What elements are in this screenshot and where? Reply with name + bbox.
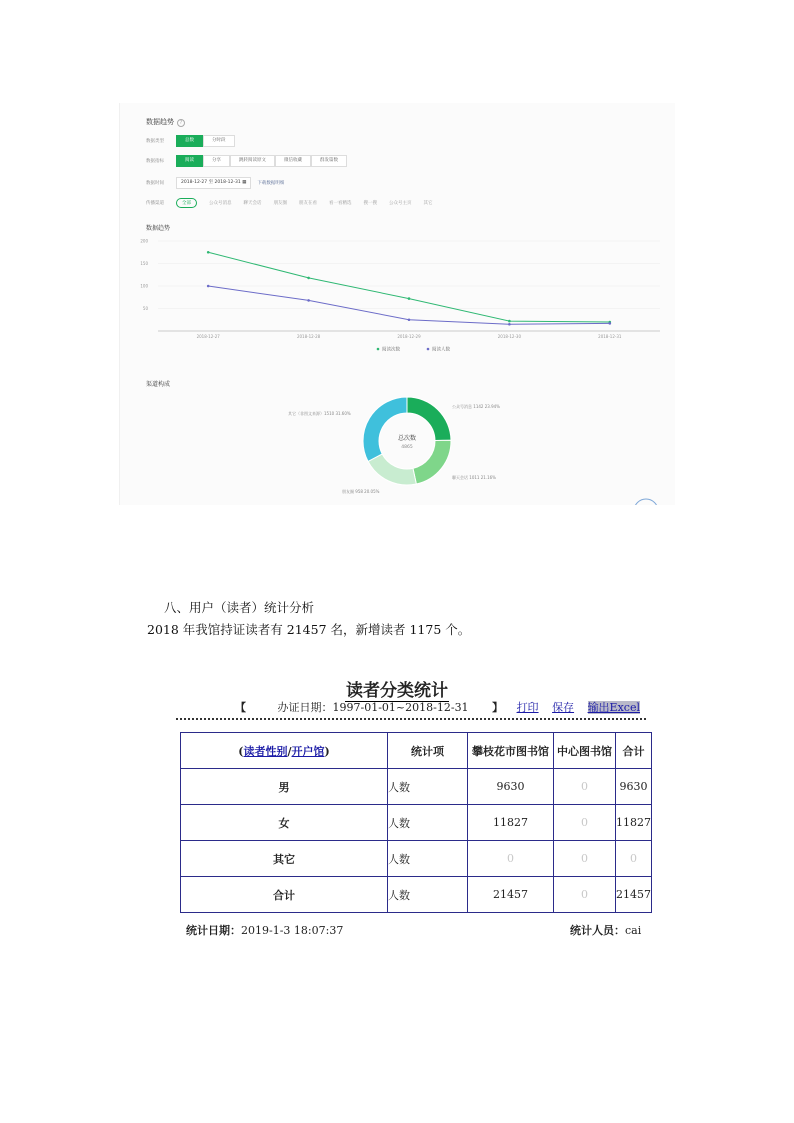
legend-label: 阅读次数: [382, 347, 400, 353]
stat-person-label: 统计人员：: [570, 924, 625, 937]
row-name: 女: [181, 805, 388, 841]
metric-label: 数据指标: [146, 159, 164, 164]
section-text: 2018 年我馆持证读者有 21457 名，新增读者 1175 个。: [147, 622, 471, 637]
channel-moments[interactable]: 朋友圈: [273, 201, 287, 206]
data-point: [508, 323, 511, 326]
row-total: 21457: [616, 877, 652, 913]
header-library1: 攀枝花市图书馆: [468, 733, 554, 769]
row-v2: 0: [554, 877, 616, 913]
channel-watch[interactable]: 朋友在看: [299, 201, 317, 206]
charts-svg: [120, 103, 675, 505]
donut-slice: [407, 397, 451, 440]
data-point: [408, 318, 411, 321]
save-link[interactable]: 保存: [552, 701, 575, 714]
data-point: [307, 299, 310, 302]
metric-count-button[interactable]: 群发篇数: [311, 155, 347, 167]
data-point: [609, 322, 612, 325]
scroll-top-icon: [634, 499, 658, 505]
row-total: 11827: [616, 805, 652, 841]
donut-center-value: 4865: [401, 445, 413, 450]
row-item: 人数: [388, 805, 468, 841]
pie-chart-title: 渠道构成: [146, 381, 171, 388]
gender-link[interactable]: 读者性别: [243, 744, 288, 758]
report-meta: [235, 699, 640, 715]
x-tick-label: 2018-12-30: [497, 334, 522, 339]
donut-center-label: 总次数: [397, 435, 417, 442]
row-name: 男: [181, 769, 388, 805]
date-sep: 至: [208, 180, 214, 185]
legend-marker: [427, 348, 430, 351]
x-tick-label: 2018-12-28: [296, 334, 321, 339]
data-point: [408, 297, 411, 300]
table-row: [181, 769, 652, 805]
type-label: 数据类型: [146, 139, 164, 144]
header-total: 合计: [616, 733, 652, 769]
legend-marker: [377, 348, 380, 351]
time-label: 数据时间: [146, 181, 164, 186]
row-item: 人数: [388, 877, 468, 913]
row-v2: 0: [554, 769, 616, 805]
donut-slice: [368, 454, 416, 485]
legend-label: 阅读人数: [432, 347, 450, 353]
table-row: [181, 877, 652, 913]
channel-msg[interactable]: 公众号消息: [209, 201, 232, 206]
help-icon[interactable]: ?: [177, 119, 185, 127]
metric-read-button[interactable]: 阅读: [176, 155, 203, 167]
bracket-close: 】: [492, 701, 504, 714]
download-link[interactable]: 下载数据明细: [257, 181, 285, 186]
donut-chart: [288, 397, 658, 505]
trend-chart-title: 数据趋势: [146, 225, 171, 232]
row-v1: 11827: [468, 805, 554, 841]
date-range: ：1997-01-01~2018-12-31: [321, 701, 469, 714]
row-v1: 9630: [468, 769, 554, 805]
x-tick-label: 2018-12-29: [397, 334, 421, 339]
section-heading: 八、用户（读者）统计分析: [164, 600, 315, 615]
paren-open: (: [238, 744, 244, 758]
table-header-row: [181, 733, 652, 769]
stat-date-value: 2019-1-3 18:07:37: [241, 924, 344, 937]
sep: /: [287, 744, 292, 758]
donut-slice-label: 公众号消息 1142 23.94%: [452, 404, 500, 409]
line-chart: [140, 239, 660, 353]
stat-date: [186, 922, 343, 938]
row-v2: 0: [554, 805, 616, 841]
channel-home[interactable]: 公众号主页: [389, 201, 412, 206]
date-from: 2018-12-27: [181, 180, 208, 185]
metric-jump-button[interactable]: 跳转阅读原文: [230, 155, 275, 167]
donut-slice: [363, 397, 407, 461]
data-point: [207, 285, 210, 288]
row-item: 人数: [388, 769, 468, 805]
stat-person: [570, 922, 641, 938]
branch-link[interactable]: 开户馆: [291, 744, 325, 758]
row-v2: 0: [554, 841, 616, 877]
data-point: [508, 320, 511, 323]
type-total-button[interactable]: 总数: [176, 135, 203, 147]
stat-date-label: 统计日期：: [186, 924, 241, 937]
report-title: [0, 676, 794, 701]
report-title-text: 读者分类统计: [346, 681, 448, 701]
donut-slice-label: 朋友圈 958 20.05%: [342, 489, 380, 494]
y-tick-label: 150: [140, 261, 148, 266]
row-total: 0: [616, 841, 652, 877]
donut-slice: [413, 440, 451, 484]
data-point: [307, 277, 310, 280]
header-item: 统计项: [388, 733, 468, 769]
table-row: [181, 805, 652, 841]
header-dimension: [181, 733, 388, 769]
row-v1: 0: [468, 841, 554, 877]
type-period-button[interactable]: 分时段: [203, 135, 235, 147]
metric-fav-button[interactable]: 微信收藏: [275, 155, 311, 167]
reader-stats-table: [180, 732, 652, 913]
channel-chat[interactable]: 聊天会话: [243, 201, 262, 206]
print-link[interactable]: 打印: [516, 701, 539, 714]
date-to: 2018-12-31: [214, 180, 241, 185]
series-line: [208, 252, 610, 322]
x-tick-label: 2018-12-27: [196, 334, 220, 339]
y-tick-label: 200: [140, 238, 148, 244]
row-v1: 21457: [468, 877, 554, 913]
channel-label: 传播渠道: [146, 201, 164, 206]
header-library2: 中心图书馆: [554, 733, 616, 769]
row-name: 其它: [181, 841, 388, 877]
y-tick-label: 50: [142, 306, 148, 311]
row-item: 人数: [388, 841, 468, 877]
paren-close: ): [324, 744, 330, 758]
channel-all[interactable]: 全部: [176, 198, 197, 208]
table-row: [181, 841, 652, 877]
channel-search[interactable]: 搜一搜: [363, 201, 377, 206]
donut-slice-label: 其它（非图文来源）1510 31.60%: [288, 411, 351, 416]
analytics-screenshot: [119, 103, 675, 505]
export-excel-link[interactable]: 输出Excel: [587, 701, 640, 714]
x-tick-label: 2018-12-31: [598, 334, 622, 339]
channel-topstories[interactable]: 看一看精选: [329, 201, 352, 206]
data-point: [207, 251, 210, 254]
row-name: 合计: [181, 877, 388, 913]
stat-person-value: cai: [625, 924, 642, 937]
metric-share-button[interactable]: 分享: [203, 155, 230, 167]
date-range-input[interactable]: 2018-12-27 至 2018-12-31 ▦: [176, 177, 251, 189]
title-text: 数据趋势: [146, 118, 174, 126]
bracket-open: 【: [235, 701, 246, 714]
dotted-divider: [176, 718, 646, 720]
y-tick-label: 100: [140, 283, 148, 289]
channel-other[interactable]: 其它: [423, 201, 433, 206]
donut-slice-label: 聊天会话 1011 21.16%: [452, 475, 496, 480]
date-label: 办证日期: [277, 701, 322, 714]
row-total: 9630: [616, 769, 652, 805]
